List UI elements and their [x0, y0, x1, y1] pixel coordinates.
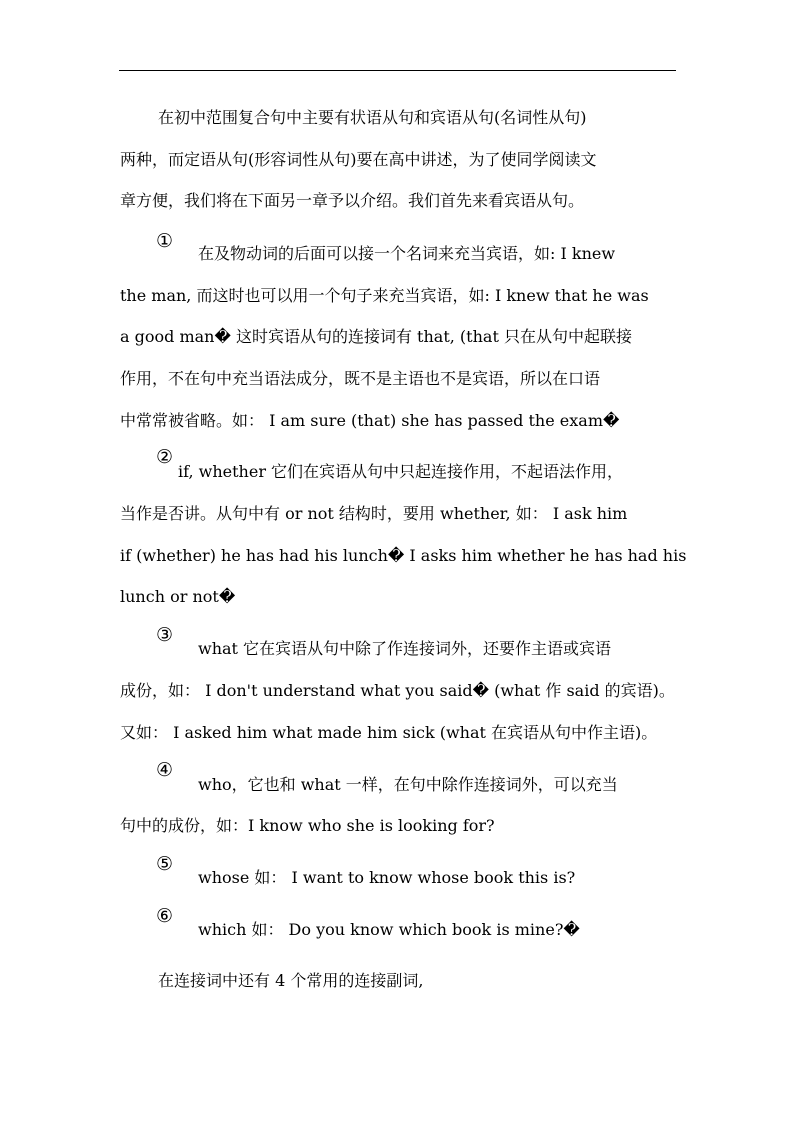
item-3-line-2: 成份，如： I don't understand what you said� (what 作 said 的宾语)。 — [120, 681, 675, 700]
item-6-line-1: which 如： Do you know which book is mine?� — [198, 920, 580, 939]
item-4-marker: ④ — [156, 759, 174, 781]
item-2-line-4: lunch or not� — [120, 587, 236, 606]
item-1-line-4: 作用，不在句中充当语法成分，既不是主语也不是宾语，所以在口语 — [120, 369, 601, 388]
intro-line-2: 两种，而定语从句(形容词性从句)要在高中讲述，为了使同学阅读文 — [120, 150, 597, 169]
item-4-line-2: 句中的成份，如：I know who she is looking for? — [120, 816, 495, 835]
intro-line-1: 在初中范围复合句中主要有状语从句和宾语从句(名词性从句) — [158, 108, 587, 127]
item-3-line-1: what 它在宾语从句中除了作连接词外，还要作主语或宾语 — [198, 639, 612, 658]
item-1-line-5: 中常常被省略。如： I am sure (that) she has passed the exam� — [120, 411, 620, 430]
item-3-marker: ③ — [156, 624, 174, 646]
item-5-line-1: whose 如： I want to know whose book this is? — [198, 868, 576, 887]
item-2-marker: ② — [156, 446, 174, 468]
item-1-line-2: the man, 而这时也可以用一个句子来充当宾语，如: I knew that he was — [120, 286, 649, 305]
item-2-line-3: if (whether) he has had his lunch� I asks him whether he has had his — [120, 546, 687, 565]
header-rule — [119, 70, 676, 71]
item-2-line-2: 当作是否讲。从句中有 or not 结构时，要用 whether, 如： I ask him — [120, 504, 628, 523]
item-2-line-1: if, whether 它们在宾语从句中只起连接作用，不起语法作用， — [178, 462, 624, 481]
item-5-marker: ⑤ — [156, 853, 174, 875]
item-6-marker: ⑥ — [156, 905, 174, 927]
item-1-line-3: a good man� 这时宾语从句的连接词有 that, (that 只在从句中起联接 — [120, 327, 632, 346]
item-3-line-3: 又如： I asked him what made him sick (what 在宾语从句中作主语)。 — [120, 723, 658, 742]
item-1-marker: ① — [156, 230, 174, 252]
intro-line-3: 章方便，我们将在下面另一章予以介绍。我们首先来看宾语从句。 — [120, 191, 585, 210]
closing-line-1: 在连接词中还有 4 个常用的连接副词, — [158, 971, 424, 990]
item-1-line-1: 在及物动词的后面可以接一个名词来充当宾语，如: I knew — [198, 244, 616, 263]
item-4-line-1: who，它也和 what 一样，在句中除作连接词外，可以充当 — [198, 775, 618, 794]
